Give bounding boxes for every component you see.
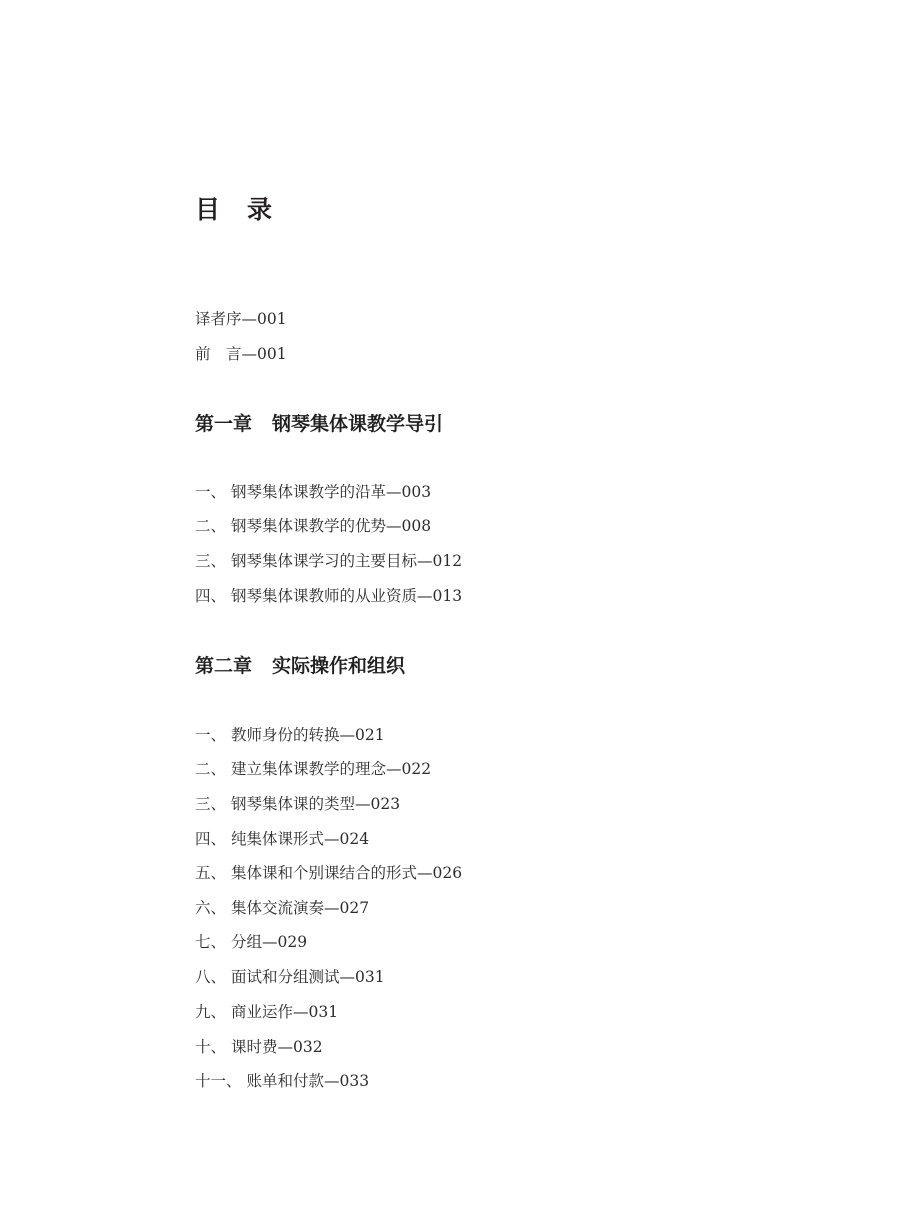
toc-entry[interactable] [195, 1036, 323, 1058]
toc-entry[interactable] [195, 585, 462, 607]
toc-entry[interactable] [195, 724, 385, 746]
entry-page: 031 [354, 968, 385, 986]
entry-ordinal: 三、 [195, 795, 227, 813]
entry-separator: — [385, 483, 402, 501]
entry-page: 027 [339, 899, 370, 917]
toc-entry[interactable] [195, 828, 369, 850]
entry-page: 031 [308, 1003, 339, 1021]
entry-separator: — [261, 933, 278, 951]
entry-separator: — [385, 760, 402, 778]
chapter-title: 钢琴集体课教学导引 [272, 413, 444, 435]
entry-page: 026 [432, 864, 463, 882]
chapter-number: 第二章 [195, 655, 253, 677]
entry-label: 钢琴集体课的类型 [230, 795, 355, 813]
entry-separator: — [385, 517, 402, 535]
toc-entry[interactable] [195, 481, 431, 503]
entry-label: 钢琴集体课教学的优势 [230, 517, 386, 535]
toc-entry[interactable] [195, 793, 400, 815]
entry-label: 面试和分组测试 [230, 968, 340, 986]
entry-label: 前 言 [195, 345, 242, 363]
entry-separator: — [339, 726, 355, 744]
entry-page: 003 [401, 483, 432, 501]
page-title: 目 录 [195, 195, 274, 224]
entry-ordinal: 三、 [195, 552, 227, 570]
toc-entry[interactable] [195, 966, 385, 988]
entry-ordinal: 十一、 [195, 1072, 242, 1090]
toc-entry[interactable] [195, 862, 462, 884]
toc-entry[interactable] [195, 550, 462, 572]
entry-separator: — [292, 1003, 309, 1021]
entry-label: 钢琴集体课学习的主要目标 [230, 552, 417, 570]
entry-label: 集体课和个别课结合的形式 [230, 864, 417, 882]
chapter-heading-1[interactable] [195, 411, 443, 437]
entry-label: 钢琴集体课教师的从业资质 [230, 587, 417, 605]
toc-entry-preface-translator[interactable] [195, 308, 287, 330]
entry-page: 024 [339, 830, 370, 848]
entry-ordinal: 四、 [195, 587, 227, 605]
entry-label: 商业运作 [230, 1003, 293, 1021]
entry-separator: — [416, 864, 433, 882]
entry-label: 译者序 [195, 310, 242, 328]
entry-separator: — [354, 795, 371, 813]
entry-page: 032 [292, 1038, 323, 1056]
toc-entry[interactable] [195, 1070, 369, 1092]
entry-label: 分组 [230, 933, 262, 951]
entry-ordinal: 十、 [195, 1038, 227, 1056]
entry-separator: — [241, 345, 258, 363]
toc-entry[interactable] [195, 515, 431, 537]
entry-ordinal: 一、 [195, 726, 227, 744]
entry-label: 课时费 [230, 1038, 278, 1056]
toc-entry[interactable] [195, 1001, 338, 1023]
chapter-title: 实际操作和组织 [272, 655, 406, 677]
toc-entry[interactable] [195, 897, 369, 919]
entry-ordinal: 四、 [195, 830, 227, 848]
entry-ordinal: 一、 [195, 483, 227, 501]
entry-separator: — [339, 968, 355, 986]
toc-entry[interactable] [195, 931, 307, 953]
entry-separator: — [416, 587, 433, 605]
entry-label: 集体交流演奏 [230, 899, 324, 917]
entry-label: 账单和付款 [246, 1072, 324, 1090]
entry-separator: — [323, 899, 340, 917]
entry-ordinal: 二、 [195, 517, 227, 535]
entry-page: 012 [432, 552, 463, 570]
entry-separator: — [323, 1072, 340, 1090]
entry-page: 022 [401, 760, 432, 778]
entry-ordinal: 二、 [195, 760, 227, 778]
entry-page: 001 [257, 310, 287, 328]
entry-ordinal: 五、 [195, 864, 227, 882]
chapter-heading-2[interactable] [195, 653, 405, 679]
entry-label: 纯集体课形式 [230, 830, 324, 848]
toc-entry[interactable] [195, 758, 431, 780]
toc-entry-foreword[interactable] [195, 343, 287, 365]
entry-separator: — [323, 830, 340, 848]
entry-ordinal: 七、 [195, 933, 227, 951]
entry-ordinal: 九、 [195, 1003, 227, 1021]
chapter-number: 第一章 [195, 413, 253, 435]
entry-page: 029 [277, 933, 308, 951]
entry-page: 021 [354, 726, 385, 744]
entry-ordinal: 八、 [195, 968, 227, 986]
entry-page: 023 [370, 795, 401, 813]
entry-label: 建立集体课教学的理念 [230, 760, 386, 778]
entry-label: 教师身份的转换 [230, 726, 340, 744]
entry-separator: — [416, 552, 433, 570]
entry-page: 001 [257, 345, 287, 363]
entry-page: 013 [432, 587, 463, 605]
entry-ordinal: 六、 [195, 899, 227, 917]
entry-page: 008 [401, 517, 432, 535]
entry-separator: — [277, 1038, 293, 1056]
entry-label: 钢琴集体课教学的沿革 [230, 483, 386, 501]
entry-page: 033 [339, 1072, 370, 1090]
entry-separator: — [241, 310, 258, 328]
